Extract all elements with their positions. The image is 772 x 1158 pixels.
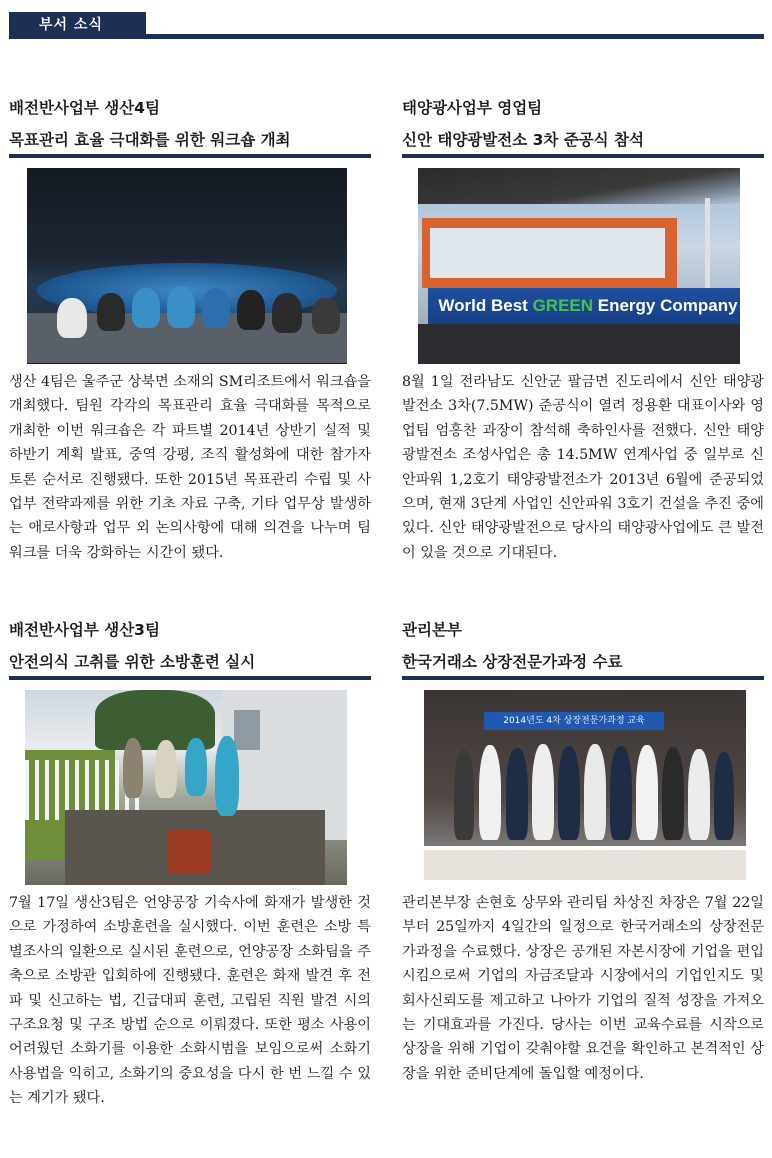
article-rule <box>402 676 764 680</box>
workshop-photo <box>27 168 347 364</box>
article-rule <box>402 154 764 158</box>
person <box>479 745 501 840</box>
article-dept: 태양광사업부 영업팀 <box>402 99 543 117</box>
person <box>662 747 684 840</box>
person <box>454 750 474 840</box>
person <box>312 298 340 334</box>
person <box>123 738 143 798</box>
ceremony-photo <box>418 168 740 364</box>
fire-drill-photo <box>25 690 347 885</box>
article-body: 7월 17일 생산3팀은 언양공장 기숙사에 화재가 발생한 것으로 가정하여 소방훈련을 실시했다. 이번 훈련은 소방 특별조사의 일환으로 실시된 훈련으로, 언양공장 소화팀을 주축으로 소방관 입회하에 진행됐다. 훈련은 화재 발견 후 전파 및 신고하는 법, 긴급대피 훈련, 고립된 직원 발견 시의 구조요청 및 구조 방법 순으로 이뤄졌다. 또한 평소 사용이 어려웠던 소화기를 이용한 소화시범을 보임으로써 소화기 사용법을 익히고, 소화기의 중요성을 다시 한 번 느낄 수 있는 계기가 됐다. <box>9 895 371 1107</box>
person <box>215 736 239 816</box>
projection-screen: 2014년도 4차 상장전문가과정 교육 <box>484 712 664 730</box>
person <box>185 738 207 796</box>
fire-drum <box>167 830 211 874</box>
person <box>532 744 554 840</box>
article-body: 8월 1일 전라남도 신안군 팔금면 진도리에서 신안 태양광발전소 3차(7.5MW) 준공식이 열려 정용환 대표이사와 영업팀 엄홍찬 과장이 참석해 축하인사를 전했다. 신안 태양광발전소 조성사업은 총 14.5MW 연계사업 중 일부로 신안파워 1,2호기 태양광발전소가 2013년 6월에 준공되었으며, 현재 3단계 사업인 신안파워 3호기 건설을 추진 중에 있다. 신안 태양광발전으로 당사의 태양광사업에도 큰 발전이 있을 것으로 기대된다. <box>402 374 764 561</box>
article-body: 관리본부장 손현호 상무와 관리팀 차상진 차장은 7월 22일부터 25일까지 4일간의 일정으로 한국거래소의 상장전문가과정을 수료했다. 상장은 공개된 자본시장에 기업을 편입시킴으로써 기업의 자금조달과 시장에서의 기업인지도 및 회사신뢰도를 제고하고 나아가 기업의 질적 성장을 가져오는 기대효과를 가진다. 당사는 이번 교육수료를 시작으로 상장을 위해 기업이 갖춰야할 요건을 확인하고 본격적인 상장을 위한 준비단계에 돌입할 예정이다. <box>402 895 764 1082</box>
article-dept: 배전반사업부 생산3팀 <box>9 621 160 639</box>
article-rule <box>9 154 371 158</box>
person <box>237 290 265 330</box>
person <box>57 298 87 338</box>
article-headline: 신안 태양광발전소 3차 준공식 참석 <box>402 131 644 149</box>
section-header <box>9 12 764 40</box>
article-solar-sales-team <box>402 98 764 565</box>
article-headline: 한국거래소 상장전문가과정 수료 <box>402 653 623 671</box>
article-rule <box>9 676 371 680</box>
article-production-team-3 <box>9 620 371 1111</box>
article-dept: 관리본부 <box>402 621 462 639</box>
person <box>688 749 710 840</box>
person <box>636 745 658 840</box>
person <box>272 293 302 333</box>
article-production-team-4 <box>9 98 371 565</box>
person <box>202 288 230 328</box>
audience-area <box>418 324 740 364</box>
floor <box>424 850 746 880</box>
article-admin-division <box>402 620 764 1086</box>
person <box>584 744 606 840</box>
tent-canopy <box>418 168 740 204</box>
article-dept: 배전반사업부 생산4팀 <box>9 99 160 117</box>
person <box>558 746 580 840</box>
person <box>97 293 125 331</box>
person <box>506 748 528 840</box>
stage-panel <box>430 228 665 278</box>
course-group-photo <box>424 690 746 885</box>
article-headline: 목표관리 효율 극대화를 위한 워크숍 개최 <box>9 131 291 149</box>
person <box>610 746 632 840</box>
person <box>155 740 177 798</box>
section-title: 부서 소식 <box>9 12 146 38</box>
person <box>167 286 195 328</box>
window <box>234 710 260 750</box>
person <box>132 288 160 328</box>
article-headline: 안전의식 고취를 위한 소방훈련 실시 <box>9 653 256 671</box>
article-body: 생산 4팀은 울주군 상북면 소재의 SM리조트에서 워크숍을 개최했다. 팀원 각각의 목표관리 효율 극대화를 목적으로 개최한 이번 워크숍은 각 파트별 2014년 상반기 실적 및 하반기 계획 발표, 중역 강평, 조직 활성화에 대한 참가자 토론 순서로 진행됐다. 또한 2015년 목표관리 수립 및 사업부 전략과제를 위한 기초 자료 구축, 기타 업무상 발생하는 애로사항과 업무 외 논의사항에 대해 의견을 나누며 팀워크를 더욱 강화하는 시간이 됐다. <box>9 374 371 561</box>
stage-banner: World Best GREEN Energy Company <box>428 288 740 324</box>
person <box>714 752 734 840</box>
